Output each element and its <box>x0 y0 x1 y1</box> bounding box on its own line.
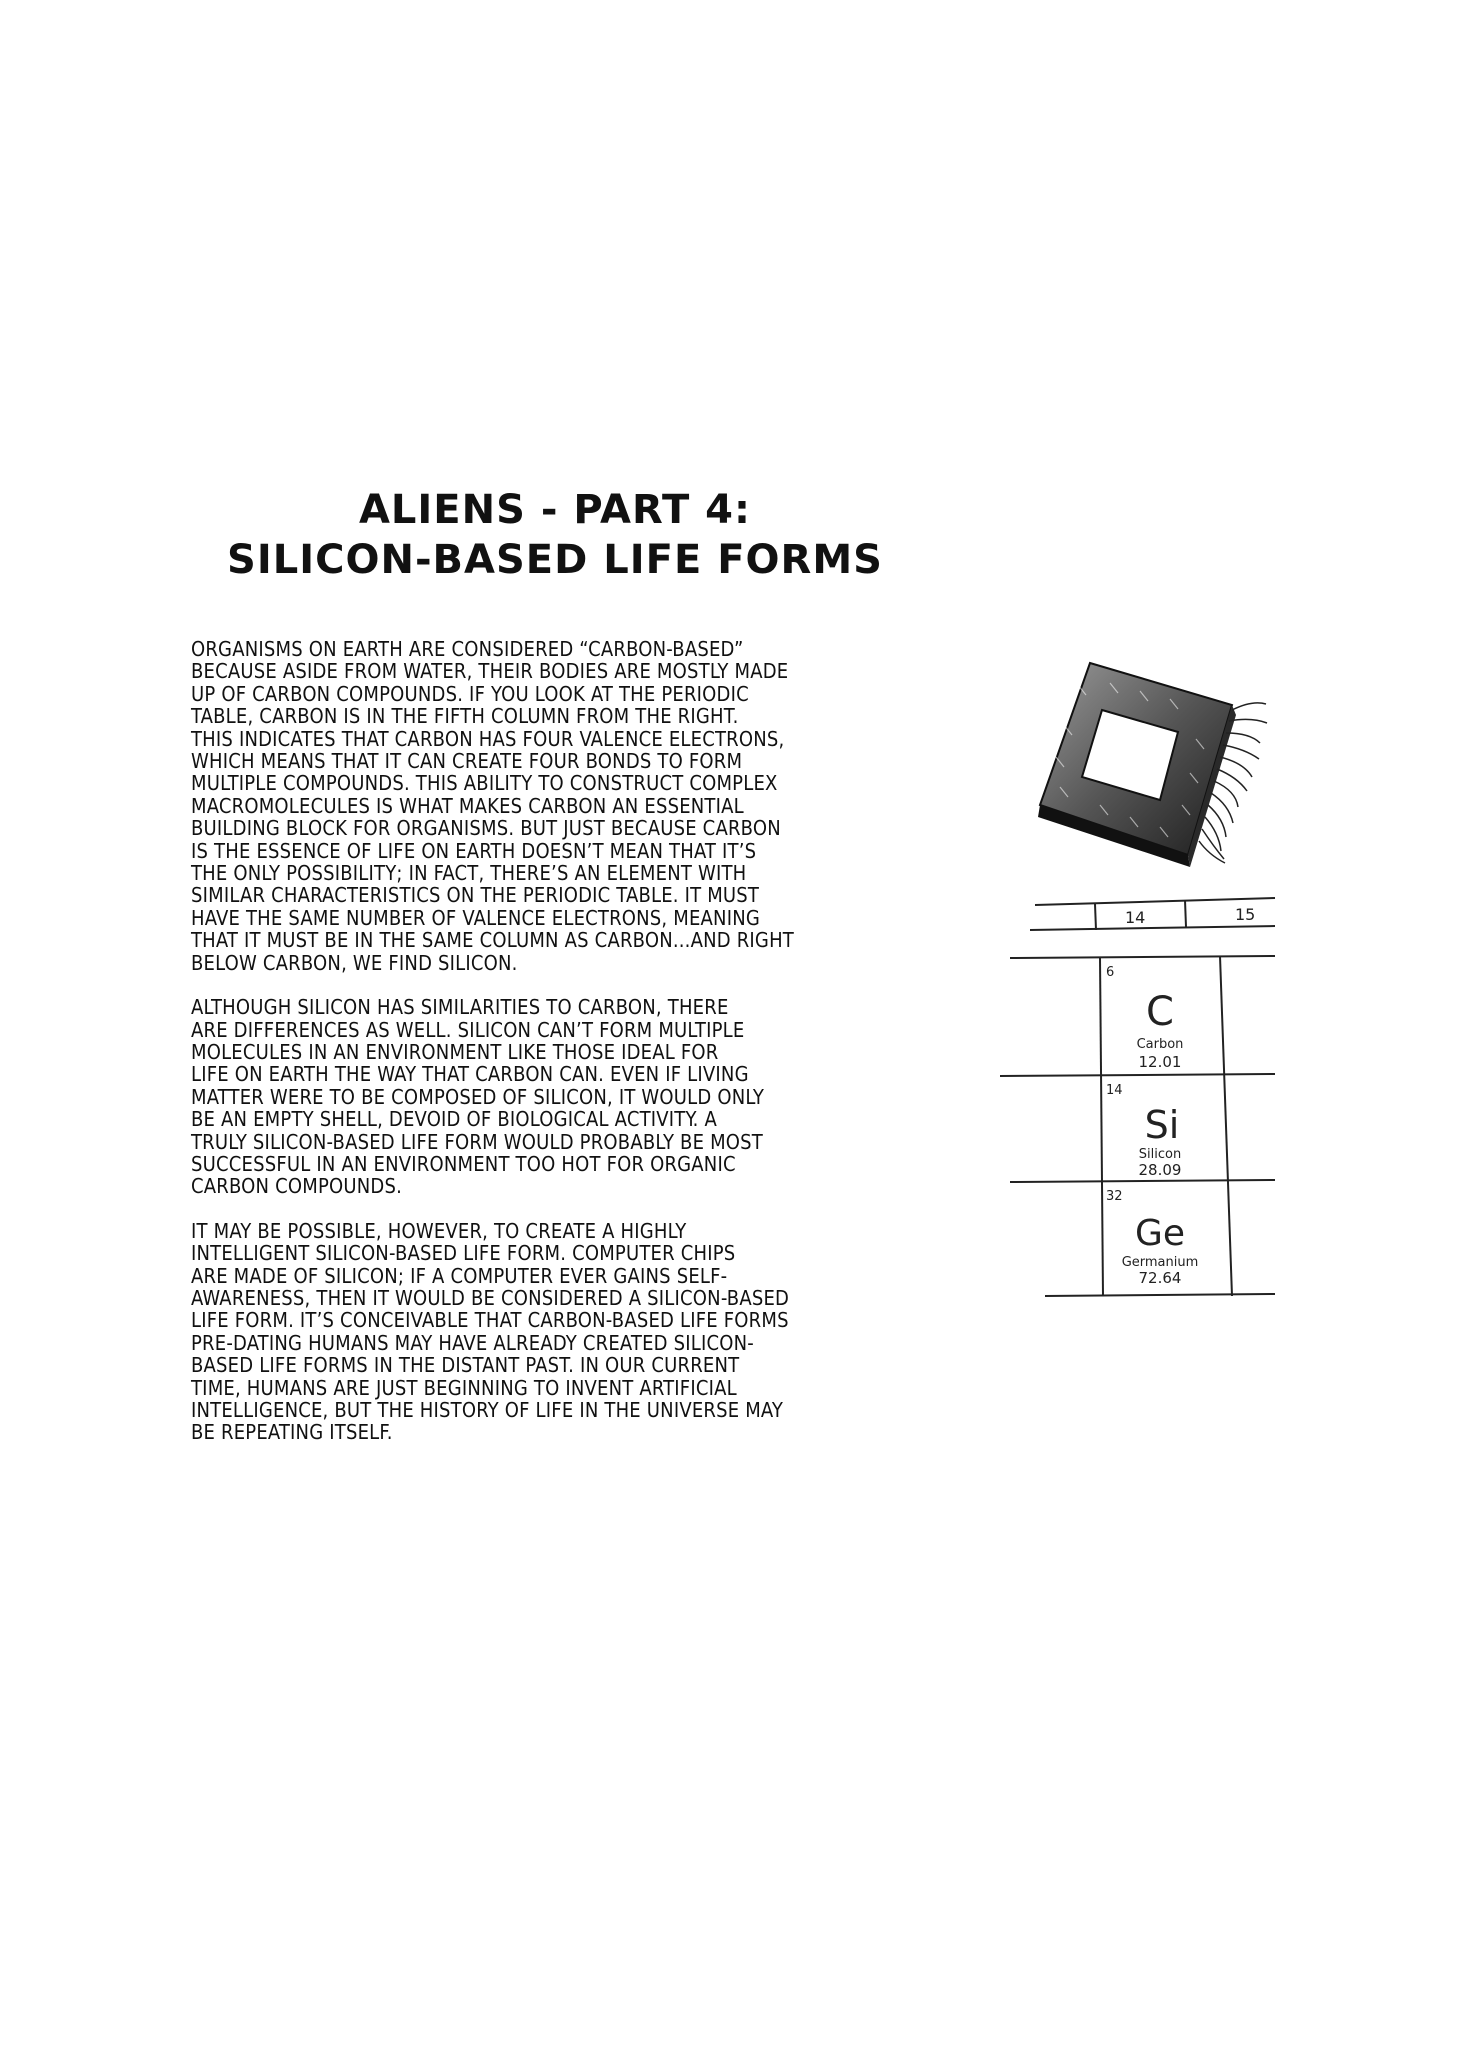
text-line: MACROMOLECULES IS WHAT MAKES CARBON AN ESSENTIAL <box>191 793 744 818</box>
text-line: TABLE, CARBON IS IN THE FIFTH COLUMN FROM THE RIGHT. <box>191 704 739 729</box>
text-line: THE ONLY POSSIBILITY; IN FACT, THERE’S AN ELEMENT WITH <box>191 861 747 886</box>
text-line: SUCCESSFUL IN AN ENVIRONMENT TOO HOT FOR ORGANIC <box>191 1151 736 1176</box>
text-line: MULTIPLE COMPOUNDS. THIS ABILITY TO CONSTRUCT COMPLEX <box>191 771 778 796</box>
page-title <box>5 485 1105 585</box>
text-line: ARE DIFFERENCES AS WELL. SILICON CAN’T FORM MULTIPLE <box>191 1017 745 1042</box>
text-line: AWARENESS, THEN IT WOULD BE CONSIDERED A SILICON-BASED <box>191 1285 790 1310</box>
title-line-2: SILICON-BASED LIFE FORMS <box>227 537 883 583</box>
element-symbol: Ge <box>1134 1213 1186 1254</box>
computer-chip-illustration <box>1020 655 1290 875</box>
element-cell-carbon <box>1106 965 1183 1071</box>
text-line: HAVE THE SAME NUMBER OF VALENCE ELECTRONS, MEANING <box>191 905 761 930</box>
element-name: Carbon <box>1136 1037 1184 1052</box>
text-line: BASED LIFE FORMS IN THE DISTANT PAST. IN OUR CURRENT <box>191 1353 740 1378</box>
article-body <box>191 638 931 1466</box>
group-header-14: 14 <box>1125 908 1146 927</box>
text-line: TIME, HUMANS ARE JUST BEGINNING TO INVENT ARTIFICIAL <box>191 1375 737 1400</box>
paragraph-1 <box>191 638 931 974</box>
paragraph-3 <box>191 1220 931 1444</box>
element-cell-silicon <box>1106 1083 1181 1179</box>
atomic-number: 6 <box>1106 965 1115 980</box>
element-name: Germanium <box>1121 1255 1199 1270</box>
element-cell-germanium <box>1106 1189 1198 1287</box>
element-symbol: C <box>1146 989 1174 1035</box>
text-line: BECAUSE ASIDE FROM WATER, THEIR BODIES ARE MOSTLY MADE <box>191 659 789 684</box>
group-header-15: 15 <box>1235 905 1256 924</box>
text-line: ARE MADE OF SILICON; IF A COMPUTER EVER GAINS SELF- <box>191 1263 728 1288</box>
atomic-number: 14 <box>1106 1083 1123 1098</box>
text-line: INTELLIGENCE, BUT THE HISTORY OF LIFE IN THE UNIVERSE MAY <box>191 1398 784 1422</box>
paragraph-2 <box>191 996 931 1198</box>
text-line: INTELLIGENT SILICON-BASED LIFE FORM. COMPUTER CHIPS <box>191 1241 736 1266</box>
text-line: THAT IT MUST BE IN THE SAME COLUMN AS CARBON...AND RIGHT <box>191 928 794 953</box>
text-line: WHICH MEANS THAT IT CAN CREATE FOUR BONDS TO FORM <box>191 749 743 774</box>
text-line: UP OF CARBON COMPOUNDS. IF YOU LOOK AT THE PERIODIC <box>191 681 749 706</box>
atomic-mass: 72.64 <box>1138 1269 1182 1287</box>
atomic-mass: 12.01 <box>1138 1053 1182 1071</box>
text-line: SIMILAR CHARACTERISTICS ON THE PERIODIC TABLE. IT MUST <box>191 883 760 908</box>
text-line: THIS INDICATES THAT CARBON HAS FOUR VALENCE ELECTRONS, <box>191 726 785 751</box>
text-line: MATTER WERE TO BE COMPOSED OF SILICON, IT WOULD ONLY <box>191 1084 765 1109</box>
text-line: BUILDING BLOCK FOR ORGANISMS. BUT JUST BECAUSE CARBON <box>191 816 781 841</box>
text-line: TRULY SILICON-BASED LIFE FORM WOULD PROBABLY BE MOST <box>191 1129 763 1154</box>
text-line: BELOW CARBON, WE FIND SILICON. <box>191 950 518 975</box>
text-line: ORGANISMS ON EARTH ARE CONSIDERED “CARBON-BASED” <box>191 637 744 661</box>
periodic-table-excerpt <box>1000 890 1280 1320</box>
text-line: IT MAY BE POSSIBLE, HOWEVER, TO CREATE A HIGHLY <box>191 1218 687 1243</box>
text-line: CARBON COMPOUNDS. <box>191 1174 402 1199</box>
text-line: LIFE FORM. IT’S CONCEIVABLE THAT CARBON-BASED LIFE FORMS <box>191 1308 789 1333</box>
atomic-number: 32 <box>1106 1189 1123 1204</box>
element-name: Silicon <box>1138 1147 1182 1162</box>
text-line: MOLECULES IN AN ENVIRONMENT LIKE THOSE IDEAL FOR <box>191 1039 719 1064</box>
text-line: BE AN EMPTY SHELL, DEVOID OF BIOLOGICAL ACTIVITY. A <box>191 1107 717 1132</box>
title-line-1: ALIENS - PART 4: <box>358 487 752 533</box>
element-symbol: Si <box>1144 1103 1180 1147</box>
text-line: PRE-DATING HUMANS MAY HAVE ALREADY CREATED SILICON- <box>191 1330 754 1355</box>
atomic-mass: 28.09 <box>1138 1161 1182 1179</box>
text-line: LIFE ON EARTH THE WAY THAT CARBON CAN. EVEN IF LIVING <box>191 1062 749 1087</box>
text-line: IS THE ESSENCE OF LIFE ON EARTH DOESN’T MEAN THAT IT’S <box>191 838 757 863</box>
text-line: BE REPEATING ITSELF. <box>191 1420 393 1445</box>
text-line: ALTHOUGH SILICON HAS SIMILARITIES TO CARBON, THERE <box>191 995 729 1020</box>
